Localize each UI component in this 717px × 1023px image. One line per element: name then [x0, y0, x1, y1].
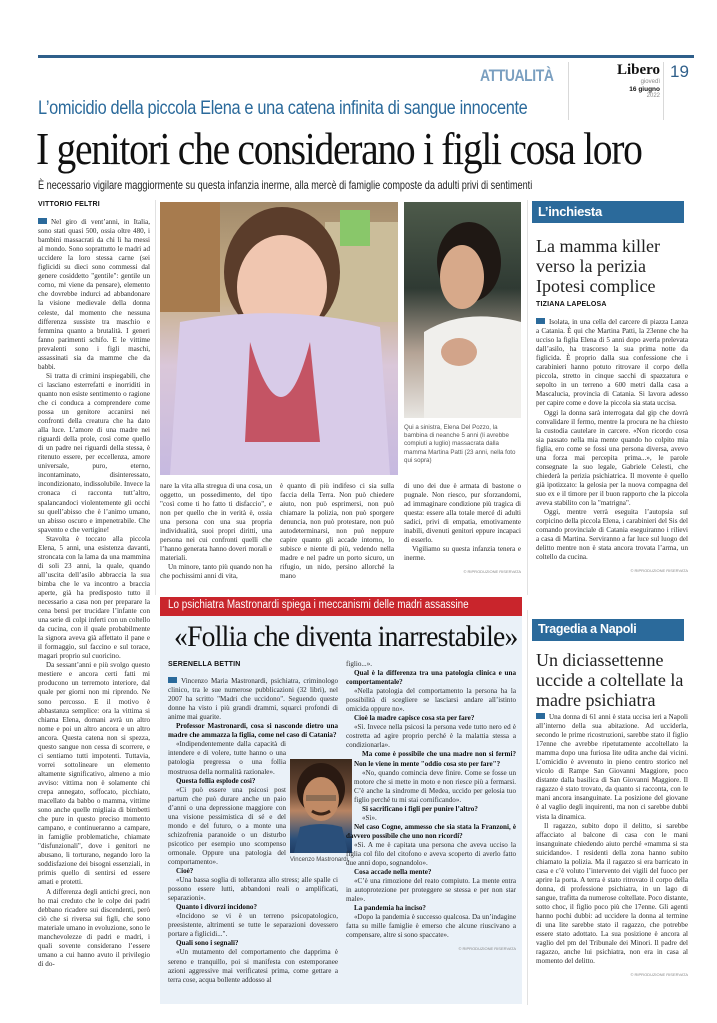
- paragraph: Nel giro di vent’anni, in Italia, sono stati quasi 500, ossia oltre 480, i bambini massacrati da chi li ha messi al mondo. Sono soprattutto le madri ad uccidere la loro stessa carne (sei figlicidi su dieci sono commessi dal genere cosiddetto "gentile": gentile un corno, mi viene da pensare), elemento che dovrebbe indurci ad abbandonare la visione medievale della donna celeste, dal momento che nessuna differenza sussiste tra maschio e femmina quanto a brutalità. I generi fanno parimenti schifo. E le vittime prevalenti sono i figli maschi, assassinati sia da mamme che da babbi.: [38, 218, 150, 371]
- paragraph: Vigiliamo su questa infanzia tenera e inerme.: [404, 545, 521, 563]
- interview-question: Quanto i divorzi incidono?: [176, 903, 257, 912]
- copyright-notice: © RIPRODUZIONE RISERVATA: [630, 972, 688, 978]
- issue-date: 16 giugno: [629, 86, 660, 93]
- copyright-notice: © RIPRODUZIONE RISERVATA: [630, 568, 688, 574]
- interview-column-right: [346, 660, 516, 954]
- column-divider: [155, 200, 156, 595]
- interview-answer: «Dopo la pandemia è successo qualcosa. Da un’indagine fatta su mille famiglie è emerso che alcune riuscivano a compensare, altre si sono spaccate».: [346, 913, 516, 940]
- issue-day: giovedì: [640, 79, 660, 85]
- interview-answer: «Indipendentemente dalla capacità di intendere e di volere, tutte hanno o una patologia pregressa o una follia mostruosa della normalità razionale».: [168, 740, 286, 776]
- author-byline: TIZIANA LAPELOSA: [536, 301, 607, 308]
- paragraph: Oggi la donna sarà interrogata dal gip che dovrà convalidare il fermo, mentre la procura ne ha chiesto la custodia cautelare in carcere. «Non ricordo cosa sia passato nella mia mente quando ho colpito mia figlia, ero come se fossi una persona diversa, avevo una forza mai percepita prima...», le parole consegnate la suo legale, Gabriele Celesti, che chiederà la perizia psichiatrica. Il movente è quello già ipotizzato: la gelosia per la nuova compagna del suo ex e il timore per il buon rapporto che la piccola aveva stabilito con la "matrigna".: [536, 408, 688, 507]
- article-start-marker-icon: [536, 318, 545, 324]
- article-start-marker-icon: [38, 218, 47, 224]
- main-article-column-3: [280, 482, 394, 582]
- paragraph: A differenza degli antichi greci, non ho mai creduto che le colpe dei padri debbano ricadere sui discendenti, però ciò che si riversa sui figli, che sono materiale umano in evoluzione, sono le manchevolezze di padri e madri, i quali sovente considerano l’essere umano a cui hanno avuto il privilegio di do-: [38, 887, 150, 968]
- interview-answer: «Sì».: [362, 813, 377, 822]
- interview-question: La pandemia ha inciso?: [354, 904, 426, 913]
- interview-intro: Vincenzo Maria Mastronardi, psichiatra, criminologo clinico, tra le sue numerose pubblicazioni (32 libri), nel 2007 ha scritto "Madri che uccidono". Seguendo queste donne ha visto i più grandi drammi, squarci profondi di anime mai guarite.: [168, 677, 338, 722]
- article-start-marker-icon: [536, 713, 545, 719]
- interview-answer: «Un mutamento del comportamento che dapprima è sereno e tranquillo, poi si manifesta con estemporanee azioni aggressive mai verificatesi prima, come gettare a terra cose, acqua bollente addosso al: [168, 948, 338, 984]
- portrait-photo-icon: [290, 759, 352, 853]
- interview-question: Qual è la differenza tra una patologia clinica e una comportamentale?: [346, 669, 516, 687]
- interview-answer: «Nella patologia del comportamento la persona ha la possibilità di scegliere se lasciarsi andare all’istinto omicida oppure no».: [346, 687, 516, 714]
- copyright-notice: © RIPRODUZIONE RISERVATA: [458, 946, 516, 952]
- main-article-column-4: [404, 482, 521, 576]
- article-headline: I genitori che considerano i figli cosa loro: [36, 123, 642, 174]
- photo-elena: [160, 202, 398, 475]
- interview-answer: «Una bassa soglia di tolleranza allo stress; alle spalle ci possono essere lutti, abbandoni reali o amplificati, separazioni».: [168, 876, 338, 903]
- interview-answer: «Incidono se vi è un terreno psicopatologico, preesistente, altrimenti se tutte le separazioni dovessero portare a figlicidi...".: [168, 912, 338, 939]
- interview-question: Cioè la madre capisce cosa sta per fare?: [354, 714, 475, 723]
- newspaper-logo: Libero: [616, 62, 660, 78]
- paragraph: Una donna di 61 anni è stata uccisa ieri a Napoli all’interno della sua abitazione. Ad ucciderla, secondo le prime ricostruzioni, sarebbe stato il figlio 17enne che avrebbe ripetutamente accoltellato la mamma dopo una furiosa lite udita anche dai vicini. L’omicidio è avvenuto in pieno centro storico nel vicolo di Rampe San Giovanni Maggiore, poco distante dalla basilica di San Giovanni Maggiore. Il ragazzo è stato trovato, da quanto si racconta, con le mani ancora insanguinate. La posizione del giovane è al vaglio degli inquirenti, ma non ci sarebbe dubbi vista la dinamica.: [536, 713, 688, 821]
- sidebar-body-napoli: [536, 713, 688, 979]
- interview-question: Nel caso Cogne, ammesso che sia stata la Franzoni, è davvero possibile che uno non ricordi?: [346, 822, 516, 840]
- photo-caption: Qui a sinistra, Elena Del Pozzo, la bambina di neanche 5 anni (li avrebbe compiuti a luglio) massacrata dalla mamma Martina Patti (23 anni, nella foto qui sopra): [404, 424, 516, 464]
- photo-mastronardi: [290, 759, 352, 853]
- paragraph: di uno dei due è armata di bastone o pugnale. Non riesco, pur sforzandomi, ad immaginare condizione più tragica di questa: essere alla totale mercé di adulti sadici, privi di empatia, emotivamente inabili, divenuti genitori eppure incapaci di esserlo.: [404, 482, 521, 545]
- sidebar-title-napoli: Un diciassettenne uccide a coltellate la madre psichiatra: [536, 650, 684, 710]
- author-byline: SERENELLA BETTIN: [168, 661, 241, 668]
- copyright-notice: © RIPRODUZIONE RISERVATA: [463, 569, 521, 575]
- header-divider: [568, 62, 569, 120]
- article-subhead: È necessario vigilare maggiormente su questa infanzia inerme, alla mercè di famiglie composte da adulti privi di sentimenti: [38, 178, 533, 192]
- paragraph: Isolata, in una cella del carcere di piazza Lanza a Catania. È qui che Martina Patti, la 23enne che ha ucciso la figlia Elena di 5 anni dopo averla prelevata dall’asilo, ha trascorso la sua prima notte da figlicida. È proprio dalla sua confessione che i carabinieri hanno potuto ritrovare il corpo della piccola, stretto in cinque sacchi di spazzatura e sepolto in un terreno a 600 metri dalla casa a Mascalucia, provincia di Catania. Si lavora adesso per capire come e dove la piccola sia stata uccisa.: [536, 318, 688, 408]
- interview-question: Ma come è possibile che una madre non si fermi? Non le viene in mente "oddio cosa sto per fare"?: [354, 750, 516, 768]
- sidebar-tag-napoli: Tragedia a Napoli: [532, 619, 684, 641]
- interview-answer: figlio...».: [346, 660, 373, 668]
- main-article-column-1: [38, 200, 150, 969]
- main-article-column-2: [160, 482, 272, 582]
- paragraph: Un minore, tanto più quando non ha che pochissimi anni di vita,: [160, 563, 272, 581]
- page-number: 19: [670, 62, 689, 81]
- paragraph: Il ragazzo, subito dopo il delitto, si sarebbe affacciato al balcone di casa con le mani insanguinate chiedendo aiuto perché «mamma si sta suicidando». I residenti della zona hanno subito chiamato la polizia. Ma il ragazzo si era barricato in casa e c’è voluto l’intervento dei vigili del fuoco per aprire la porta. A terra è stato ritrovato il corpo della donna, di professione psichiatra, in un lago di sangue, trafitta da numerose coltellate. Poco distante, sotto choc, il figlio poco più che 17enne. Gli agenti hanno pochi dubbi: ad uccidere la donna al termine di una lite sarebbe stato il ragazzo, che potrebbe essere stato adottato. La sua posizione è ancora al vaglio del pm del Tribunale dei Minori. Il padre del ragazzo, anche lui psichiatra, non era in casa al momento del delitto.: [536, 821, 688, 966]
- header-divider: [663, 62, 664, 120]
- interview-answer: «Sì. Invece nella psicosi la persona vede tutto nero ed è costretta ad agire proprio perché è la malattia stessa a condizionarla».: [346, 723, 516, 750]
- issue-year: 2022: [646, 93, 660, 99]
- paragraph: Stavolta è toccato alla piccola Elena, 5 anni, una esistenza davanti, stroncata con la lama da una mammina di soli 23 anni, la quale, quando all’uscita dell’asilo abbraccia la sua bimba che le va incontro a braccia aperte, già ha predisposto tutto il necessario a casa non per preparare la cena bensì per trucidare l’infante con una serie di colpi inferti con un coltello da cucina, con il quale probabilmente la signora aveva già affettato il pane e il formaggio, sul faccino e sul torace, magari proprio sul cuoricino.: [38, 534, 150, 661]
- article-start-marker-icon: [168, 677, 177, 683]
- interview-question: Si sacrificano i figli per punire l’altro?: [362, 804, 478, 813]
- mother-photo-icon: [404, 202, 521, 418]
- interview-answer: «Ci può essere una psicosi post partum che può durare anche un paio d’anni o una depressione maggiore con una visione pessimistica di sé e del mondo e del futuro, o a monte una schizofrenia paranoide o un disturbo psicotico per esempio uno scompenso ormonale. Oppure una patologia del comportamento».: [168, 785, 286, 866]
- interview-question: Professor Mastronardi, cosa si nasconde dietro una madre che ammazza la figlia, come nel caso di Catania?: [168, 722, 338, 740]
- sidebar-title-inchiesta: La mamma killer verso la perizia Ipotesi complice: [536, 236, 660, 296]
- paragraph: Si tratta di crimini inspiegabili, che ci lasciano esterrefatti e inorriditi in quanto non esiste sentimento o ragione che ci conduca a comprendere come possa un genitore accanirsi nei confronti della creatura che ha dato alla luce. L’amore di una madre nei riguardi della prole, così come quello di un padre nei riguardi della stessa, è ritenuto essere, per eccellenza, amore universale, puro, eterno, incontaminato, disinteressato, incondizionato, indissolubile. Invece la cronaca ci racconta tutt’altro, spalancandoci violentemente gli occhi su quell’abisso che è l’animo umano, un abisso oscuro e impenetrabile. Che spavento e che vertigine!: [38, 371, 150, 534]
- sidebar-tag-inchiesta: L’inchiesta: [532, 201, 684, 223]
- masthead: [600, 62, 660, 100]
- child-photo-icon: [160, 202, 398, 475]
- photo-martina: [404, 202, 521, 418]
- paragraph: nare la vita alla stregua di una cosa, un oggetto, un possedimento, del tipo "così come ti ho fatto ti disfaccio", e non per quello che in verità è, ossia una persona con una sua propria individualità, suoi propri diritti, una persona nei cui confronti quelli che l’hanno generata hanno doveri morali e materiali.: [160, 482, 272, 563]
- interview-question: Questa follia esplode così?: [176, 776, 256, 785]
- interview-answer: «Sì. A me è capitata una persona che aveva ucciso la figlia col filo del citofono e aveva scoperto di averlo fatto due anni dopo, sognandolo».: [346, 840, 516, 868]
- paragraph: Oggi, mentre verrà eseguita l’autopsia sul corpicino della piccola Elena, i carabinieri del Sis del comando provinciale di Catania eseguiranno i rilievi a casa di Martina. Serviranno a far luce sul luogo del delitto mentre non è stata ancora trovata l’arma, un coltello da cucina.: [536, 508, 688, 562]
- interview-kicker-band: Lo psichiatra Mastronardi spiega i meccanismi delle madri assassine: [160, 597, 522, 616]
- interview-title: «Follia che diventa inarrestabile»: [174, 620, 518, 653]
- interview-answer: «No, quando comincia deve finire. Come se fosse un motore che si mette in moto e non riesce più a fermarsi. C’è anche la sindrome di Medea, uccido per gelosia tuo figlio perché tu mi stai cornificando».: [354, 768, 516, 804]
- header-rule: [38, 55, 694, 58]
- article-kicker: L’omicidio della piccola Elena e una catena infinita di sangue innocente: [38, 98, 528, 119]
- interview-question: Quali sono i segnali?: [176, 939, 239, 948]
- paragraph: Da sessant’anni e più svolgo questo mestiere e ancora certi fatti mi producono un terremoto interiore, dal quale per giorni non mi riprendo. Ne sono percosso. E il motivo è abbastanza semplice: ora la vittima si chiama Elena, domani avrà un altro nome e poi un altro ancora e un altro ancora. Questa catena non si spezza, questo sangue non cessa di scorrere, e ci sentiamo tutti impotenti. Tuttavia, vorrei sottolineare un elemento altamente significativo, almeno a mio avviso: vittima non è solamente chi crepa annegato, soffocato, picchiato, macellato da babbo o mamma, vittime sono anche quelle migliaia di bimbetti che pure in questo preciso momento campano, e continueranno a campare, in famiglie problematiche, chiamate "disfunzionali", dove i genitori ne abusano, li torturano, negando loro la soddisfazione dei bisogni essenziali, in primis quello di sentirsi ed essere amati e protetti.: [38, 661, 150, 887]
- sidebar-body-inchiesta: [536, 300, 688, 575]
- photo-caption: Vincenzo Mastronardi: [290, 857, 348, 863]
- column-divider: [527, 200, 528, 595]
- interview-question: Cioè?: [176, 867, 194, 876]
- author-byline: VITTORIO FELTRI: [38, 201, 100, 208]
- paragraph: è quanto di più indifeso ci sia sulla faccia della Terra. Non può chiedere aiuto, non può esprimersi, non può chiamare la polizia, non può sporgere denuncia, non può protestare, non può autodeterminarsi, non può neppure capire quanto gli accade intorno, lo subisce e niente di più, vedendo nella madre e nel padre un porto sicuro, un rifugio, un nido, persino allorché la mano: [280, 482, 394, 581]
- column-divider: [527, 610, 528, 1005]
- interview-answer: «C’è una rimozione del reato compiuto. La mente entra in autoprotezione per proteggere se stessa e per non star male».: [346, 877, 516, 904]
- interview-question: Cosa accade nella mente?: [354, 868, 432, 877]
- section-label: ATTUALITÀ: [480, 66, 554, 85]
